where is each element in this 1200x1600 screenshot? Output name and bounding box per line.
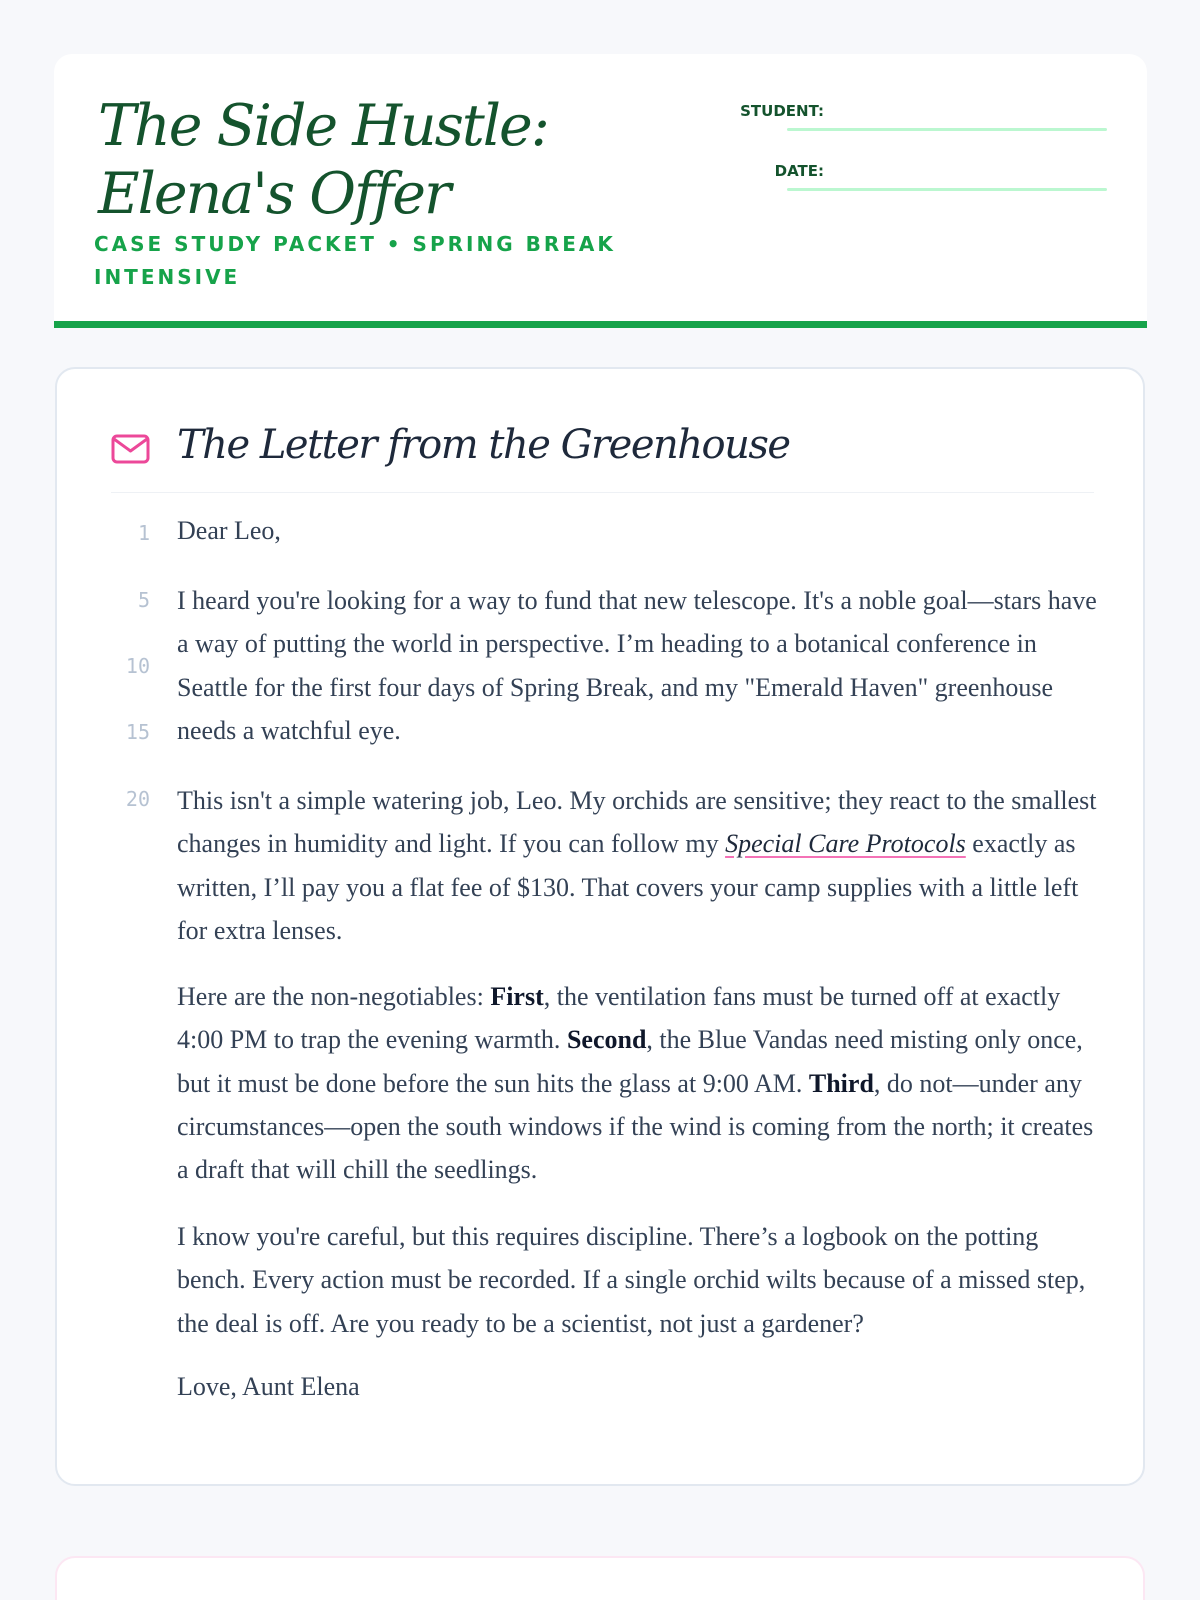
paragraph-3-intro: Here are the non-negotiables: [177,982,491,1011]
first-rule-label: First [490,982,544,1011]
line-number-5: 5 [137,588,150,612]
title-divider [111,492,1094,493]
mail-icon [111,433,151,465]
line-number-15: 15 [125,720,150,744]
line-number-10: 10 [125,654,150,678]
date-label: DATE: [774,162,824,180]
paragraph-2-text-a: This isn't a simple watering job, Leo. My orchids are sensitive; they react to the smallest changes in humidity and light. If you can follow my [177,786,1097,859]
student-field[interactable] [787,128,1107,131]
date-field[interactable] [787,188,1107,191]
letter-card [55,367,1145,1486]
student-label: STUDENT: [740,102,824,120]
letter-paragraph-2 [177,779,1097,952]
letter-signoff: Love, Aunt Elena [177,1372,360,1401]
line-number-20: 20 [125,787,150,811]
letter-greeting: Dear Leo, [177,516,281,545]
special-care-protocols-link[interactable]: Special Care Protocols [725,829,966,859]
paragraph-2-text-b: exactly as written, I’ll pay you a flat fee of $130. That covers your camp supplies with a little left for extra lenses. [177,829,1079,945]
first-rule-text: , the ventilation fans must be turned off at exactly 4:00 PM to trap the evening warmth. [177,982,1061,1055]
title-line-1: The Side Hustle: [98,93,548,159]
header-card [54,54,1147,328]
title-line-2: Elena's Offer [98,161,450,227]
next-section-card [55,1556,1145,1600]
letter-paragraph-1: I heard you're looking for a way to fund that new telescope. It's a noble goal—stars have a way of putting the world in perspective. I’m heading to a botanical conference in Seattle for the first four days of Spring Break, and my "Emerald Haven" greenhouse needs a watchful eye. [177,586,1097,745]
third-rule-label: Third [808,1068,874,1098]
letter-paragraph-4: I know you're careful, but this requires discipline. There’s a logbook on the potting bench. Every action must be recorded. If a single orchid wilts because of a missed step, the deal is off. Are you ready to be a scientist, not just a gardener? [177,1222,1086,1338]
page-title [98,92,658,228]
packet-subtitle: CASE STUDY PACKET • SPRING BREAK INTENSIVE [94,232,616,289]
letter-title: The Letter from the Greenhouse [177,422,790,468]
third-rule-text: , do not—under any circumstances—open the south windows if the wind is coming from the north; it creates a draft that will chill the seedlings. [177,1068,1094,1185]
second-rule-label: Second [566,1025,647,1055]
second-rule-text: , the Blue Vandas need misting only once, but it must be done before the sun hits the glass at 9:00 AM. [177,1025,1083,1098]
line-number-1: 1 [137,521,150,545]
letter-paragraph-3 [177,975,1097,1191]
